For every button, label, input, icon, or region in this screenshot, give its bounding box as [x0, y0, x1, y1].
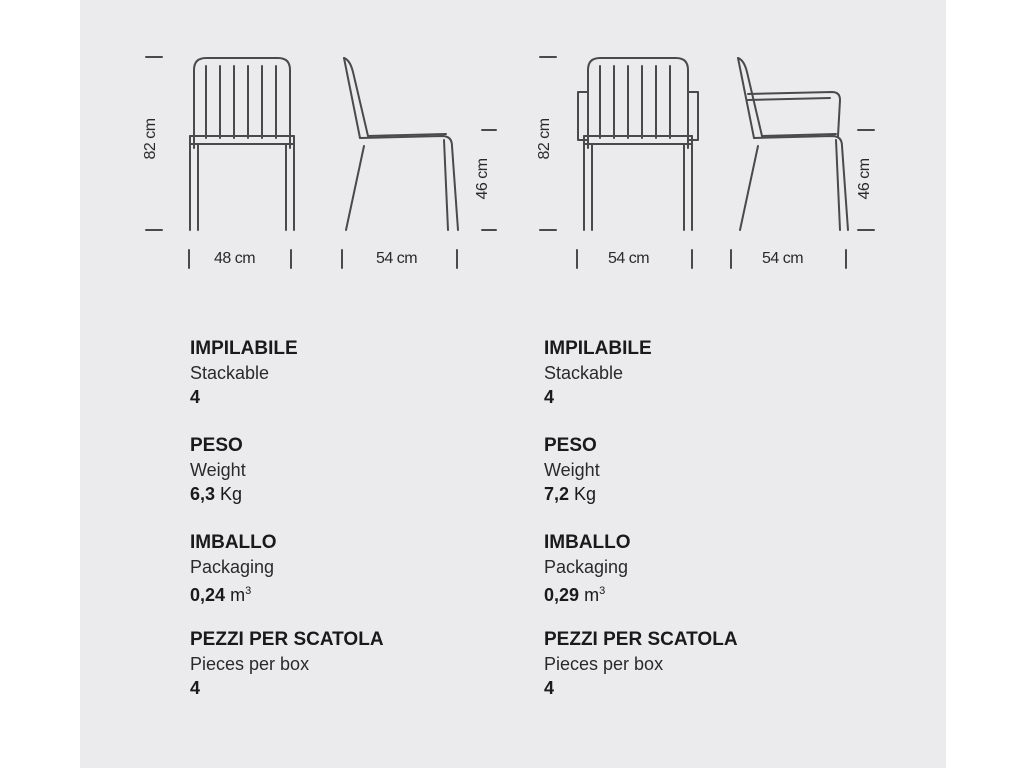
chair-width-label: 48 cm: [214, 250, 256, 267]
spec-unit: m: [584, 585, 600, 605]
armchair-packaging-block: [544, 531, 864, 628]
chair-stackable-block: [190, 337, 510, 434]
spec-value: 7,2: [544, 484, 570, 504]
chair-specs: [190, 337, 510, 725]
chair-height-label: 82 cm: [142, 118, 159, 160]
armchair-pieces-block: [544, 628, 864, 725]
chair-front-view: [146, 57, 294, 268]
spec-unit-exponent: 3: [245, 585, 252, 597]
spec-title: IMBALLO: [190, 532, 277, 553]
armchair-width-label: 54 cm: [608, 250, 650, 267]
spec-unit-exponent: 3: [599, 585, 606, 597]
spec-title: PEZZI PER SCATOLA: [544, 629, 738, 650]
spec-title: IMBALLO: [544, 532, 631, 553]
spec-subtitle: Packaging: [544, 557, 629, 577]
spec-subtitle: Weight: [190, 460, 246, 480]
armchair-weight-block: [544, 434, 864, 531]
armchair-height-label: 82 cm: [536, 118, 553, 160]
spec-unit: m: [230, 585, 246, 605]
chair-depth-label: 54 cm: [376, 250, 418, 267]
chair-seat-height-label: 46 cm: [474, 158, 491, 200]
spec-subtitle: Weight: [544, 460, 600, 480]
spec-title: PESO: [190, 435, 243, 456]
spec-title: IMPILABILE: [190, 338, 298, 359]
spec-subtitle: Stackable: [190, 363, 270, 383]
armchair-seat-height-label: 46 cm: [856, 158, 873, 200]
armchair-front-view: [540, 57, 698, 268]
chair-pieces-block: [190, 628, 510, 725]
armchair-stackable-block: [544, 337, 864, 434]
spec-subtitle: Pieces per box: [190, 654, 310, 674]
spec-value: 4: [190, 387, 201, 407]
technical-drawings: [0, 0, 1024, 300]
spec-value: 0,29: [544, 585, 580, 605]
armchair-depth-label: 54 cm: [762, 250, 804, 267]
chair-side-view: [342, 58, 496, 268]
spec-title: PESO: [544, 435, 597, 456]
armchair-specs: [544, 337, 864, 725]
spec-value: 4: [544, 678, 555, 698]
spec-value: 4: [544, 387, 555, 407]
spec-unit: Kg: [220, 484, 243, 504]
spec-value: 0,24: [190, 585, 226, 605]
armchair-side-view: [731, 58, 874, 268]
spec-title: PEZZI PER SCATOLA: [190, 629, 384, 650]
spec-subtitle: Packaging: [190, 557, 275, 577]
spec-subtitle: Pieces per box: [544, 654, 664, 674]
chair-weight-block: [190, 434, 510, 531]
spec-title: IMPILABILE: [544, 338, 652, 359]
spec-unit: Kg: [574, 484, 597, 504]
spec-subtitle: Stackable: [544, 363, 624, 383]
chair-packaging-block: [190, 531, 510, 628]
spec-value: 6,3: [190, 484, 216, 504]
spec-value: 4: [190, 678, 201, 698]
